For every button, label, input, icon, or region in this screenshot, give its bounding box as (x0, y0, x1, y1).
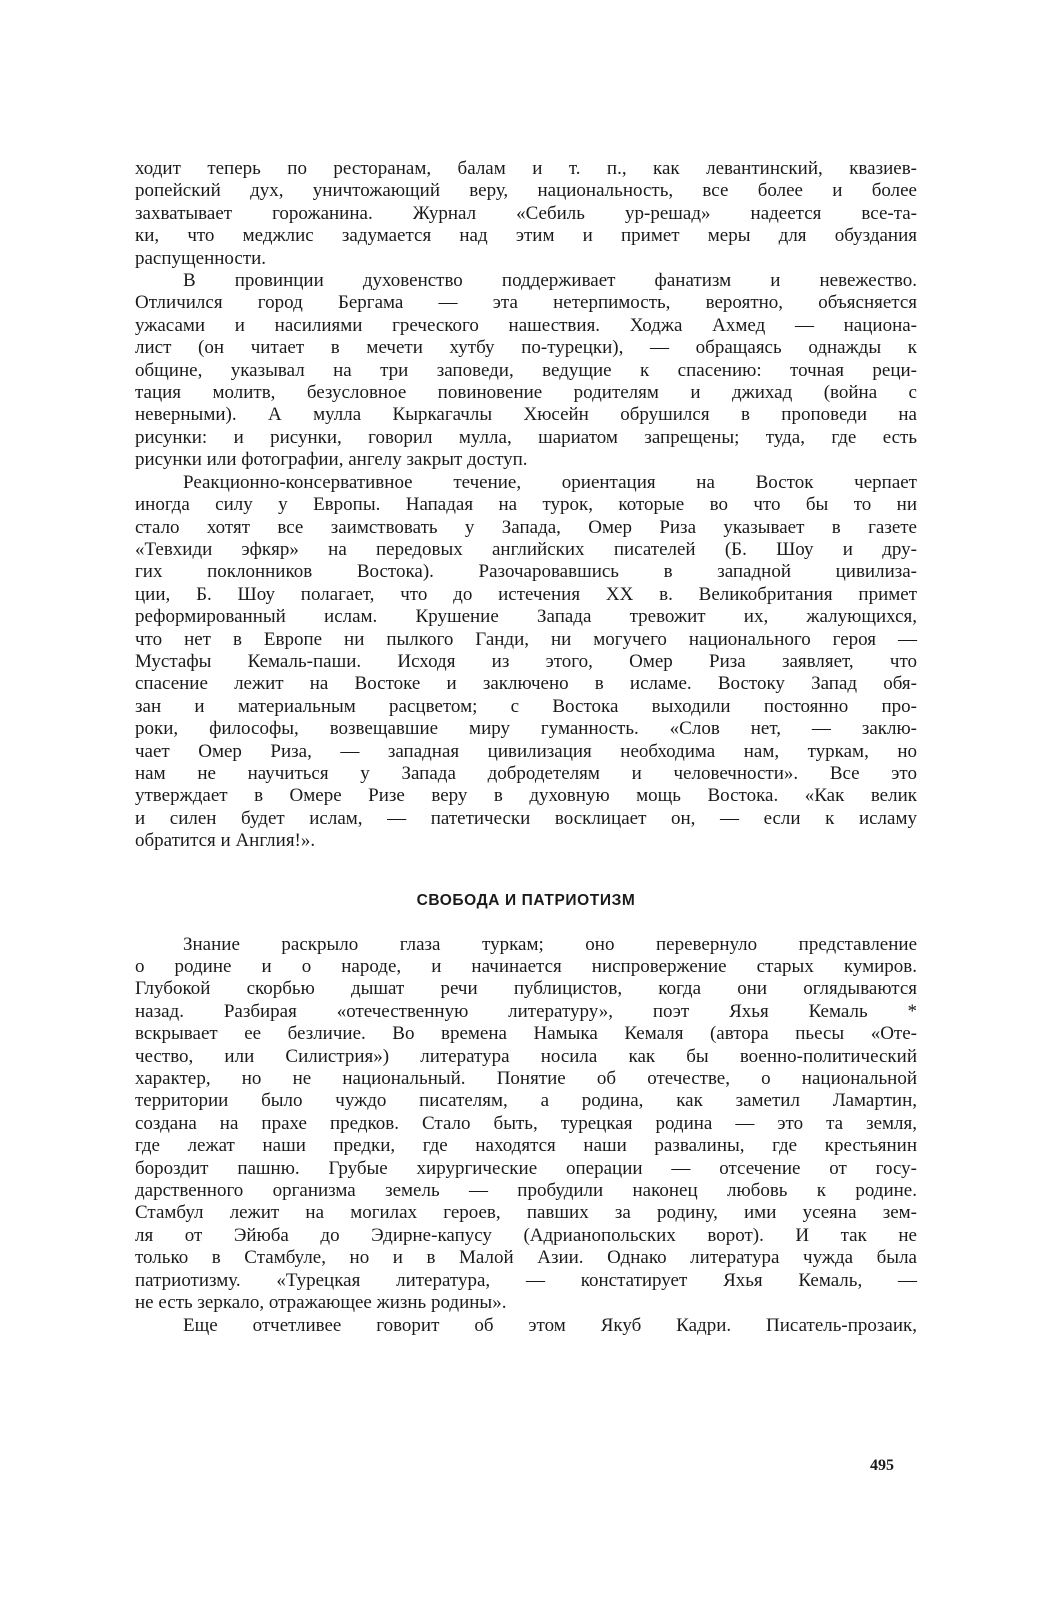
text-line: бороздит пашню. Грубые хирургические операции — отсечение от госу- (135, 1157, 917, 1179)
text-section-1 (135, 158, 917, 853)
text-line: лист (он читает в мечети хутбу по-турецки), — обращаясь однажды к (135, 337, 917, 359)
text-line: и силен будет ислам, — патетически восклицает он, — если к исламу (135, 807, 917, 829)
text-line: рисунки: и рисунки, говорил мулла, шариатом запрещены; туда, где есть (135, 426, 917, 448)
text-line: о родине и о народе, и начинается ниспровержение старых кумиров. (135, 956, 917, 977)
text-line: спасение лежит на Востоке и заключено в исламе. Востоку Запад обя- (135, 673, 917, 695)
text-line: Отличился город Бергама — эта нетерпимость, вероятно, объясняется (135, 292, 917, 314)
text-line: неверными). А мулла Кыркагачлы Хюсейн обрушился в проповеди на (135, 404, 917, 426)
page-number: 495 (870, 1457, 894, 1474)
text-line: Мустафы Кемаль-паши. Исходя из этого, Омер Риза заявляет, что (135, 650, 917, 672)
text-line: дарственного организма земель — пробудили наконец любовь к родине. (135, 1180, 917, 1202)
section-heading: СВОБОДА И ПАТРИОТИЗМ (416, 891, 636, 909)
text-line: Глубокой скорбью дышат речи публицистов, когда они оглядываются (135, 978, 917, 1000)
book-page (135, 158, 917, 1337)
text-line: характер, но не национальный. Понятие об отечестве, о национальной (135, 1068, 917, 1090)
text-line: захватывает горожанина. Журнал «Себиль ур-решад» надеется все-та- (135, 202, 917, 224)
text-line: стало хотят все заимствовать у Запада, Омер Риза указывает в газете (135, 516, 917, 538)
text-line: ции, Б. Шоу полагает, что до истечения XX в. Великобритания примет (135, 583, 917, 605)
text-line: ужасами и насилиями греческого нашествия. Ходжа Ахмед — национа- (135, 314, 917, 336)
text-line: утверждает в Омере Ризе веру в духовную мощь Востока. «Как велик (135, 785, 917, 807)
text-line: где лежат наши предки, где находятся наши развалины, где крестьянин (135, 1135, 917, 1157)
text-line: назад. Разбирая «отечественную литературу», поэт Яхья Кемаль * (135, 1000, 917, 1022)
text-line: вскрывает ее безличие. Во времена Намыка Кемаля (автора пьесы «Оте- (135, 1023, 917, 1045)
text-line: Знание раскрыло глаза туркам; оно перевернуло представление (183, 933, 917, 955)
text-line: создана на прахе предков. Стало быть, турецкая родина — это та земля, (135, 1112, 917, 1134)
text-line: территории было чуждо писателям, а родина, как заметил Ламартин, (135, 1090, 917, 1112)
text-line: общине, указывал на три заповеди, ведущие к спасению: точная реци- (135, 359, 917, 381)
text-line: Стамбул лежит на могилах героев, павших за родину, ими усеяна зем- (135, 1202, 917, 1224)
text-line: роки, философы, возвещавшие миру гуманность. «Слов нет, — заклю- (135, 718, 917, 740)
text-line: ходит теперь по ресторанам, балам и т. п., как левантинский, квазиев- (135, 158, 917, 179)
text-line: нам не научиться у Запада добродетелям и человечности». Все это (135, 762, 917, 784)
text-line: только в Стамбуле, но и в Малой Азии. Однако литература чужда была (135, 1247, 917, 1269)
text-line: ропейский дух, уничтожающий веру, национальность, все более и более (135, 180, 917, 202)
text-line: чает Омер Риза, — западная цивилизация необходима нам, туркам, но (135, 740, 917, 762)
text-line: «Тевхиди эфкяр» на передовых английских писателей (Б. Шоу и дру- (135, 538, 917, 560)
text-line: патриотизму. «Турецкая литература, — констатирует Яхья Кемаль, — (135, 1269, 917, 1291)
text-line: Реакционно-консервативное течение, ориентация на Восток черпает (183, 471, 917, 493)
text-line: обратится и Англия!». (135, 830, 316, 852)
text-line: рисунки или фотографии, ангелу закрыт доступ. (135, 449, 528, 471)
text-line: что нет в Европе ни пылкого Ганди, ни могучего национального героя — (135, 628, 917, 650)
text-line: В провинции духовенство поддерживает фанатизм и невежество. (183, 270, 917, 292)
text-line: иногда силу у Европы. Нападая на турок, которые во что бы то ни (135, 494, 917, 516)
text-line: ля от Эйюба до Эдирне-капусу (Адрианопольских ворот). И так не (135, 1224, 917, 1246)
text-line: гих поклонников Востока). Разочаровавшись в западной цивилиза- (135, 561, 917, 583)
text-line: распущенности. (135, 247, 267, 269)
text-line: тация молитв, безусловное повиновение родителям и джихад (война с (135, 382, 917, 404)
text-line: реформированный ислам. Крушение Запада тревожит их, жалующихся, (135, 606, 917, 628)
text-line: чество, или Силистрия») литература носила как бы военно-политический (135, 1045, 917, 1067)
text-line: зан и материальным расцветом; с Востока выходили постоянно про- (135, 695, 917, 717)
text-line: ки, что меджлис задумается над этим и примет меры для обуздания (135, 225, 917, 247)
text-line: не есть зеркало, отражающее жизнь родины». (135, 1292, 507, 1314)
text-section-2 (135, 934, 917, 1337)
text-line: Еще отчетливее говорит об этом Якуб Кадри. Писатель-прозаик, (183, 1314, 917, 1336)
